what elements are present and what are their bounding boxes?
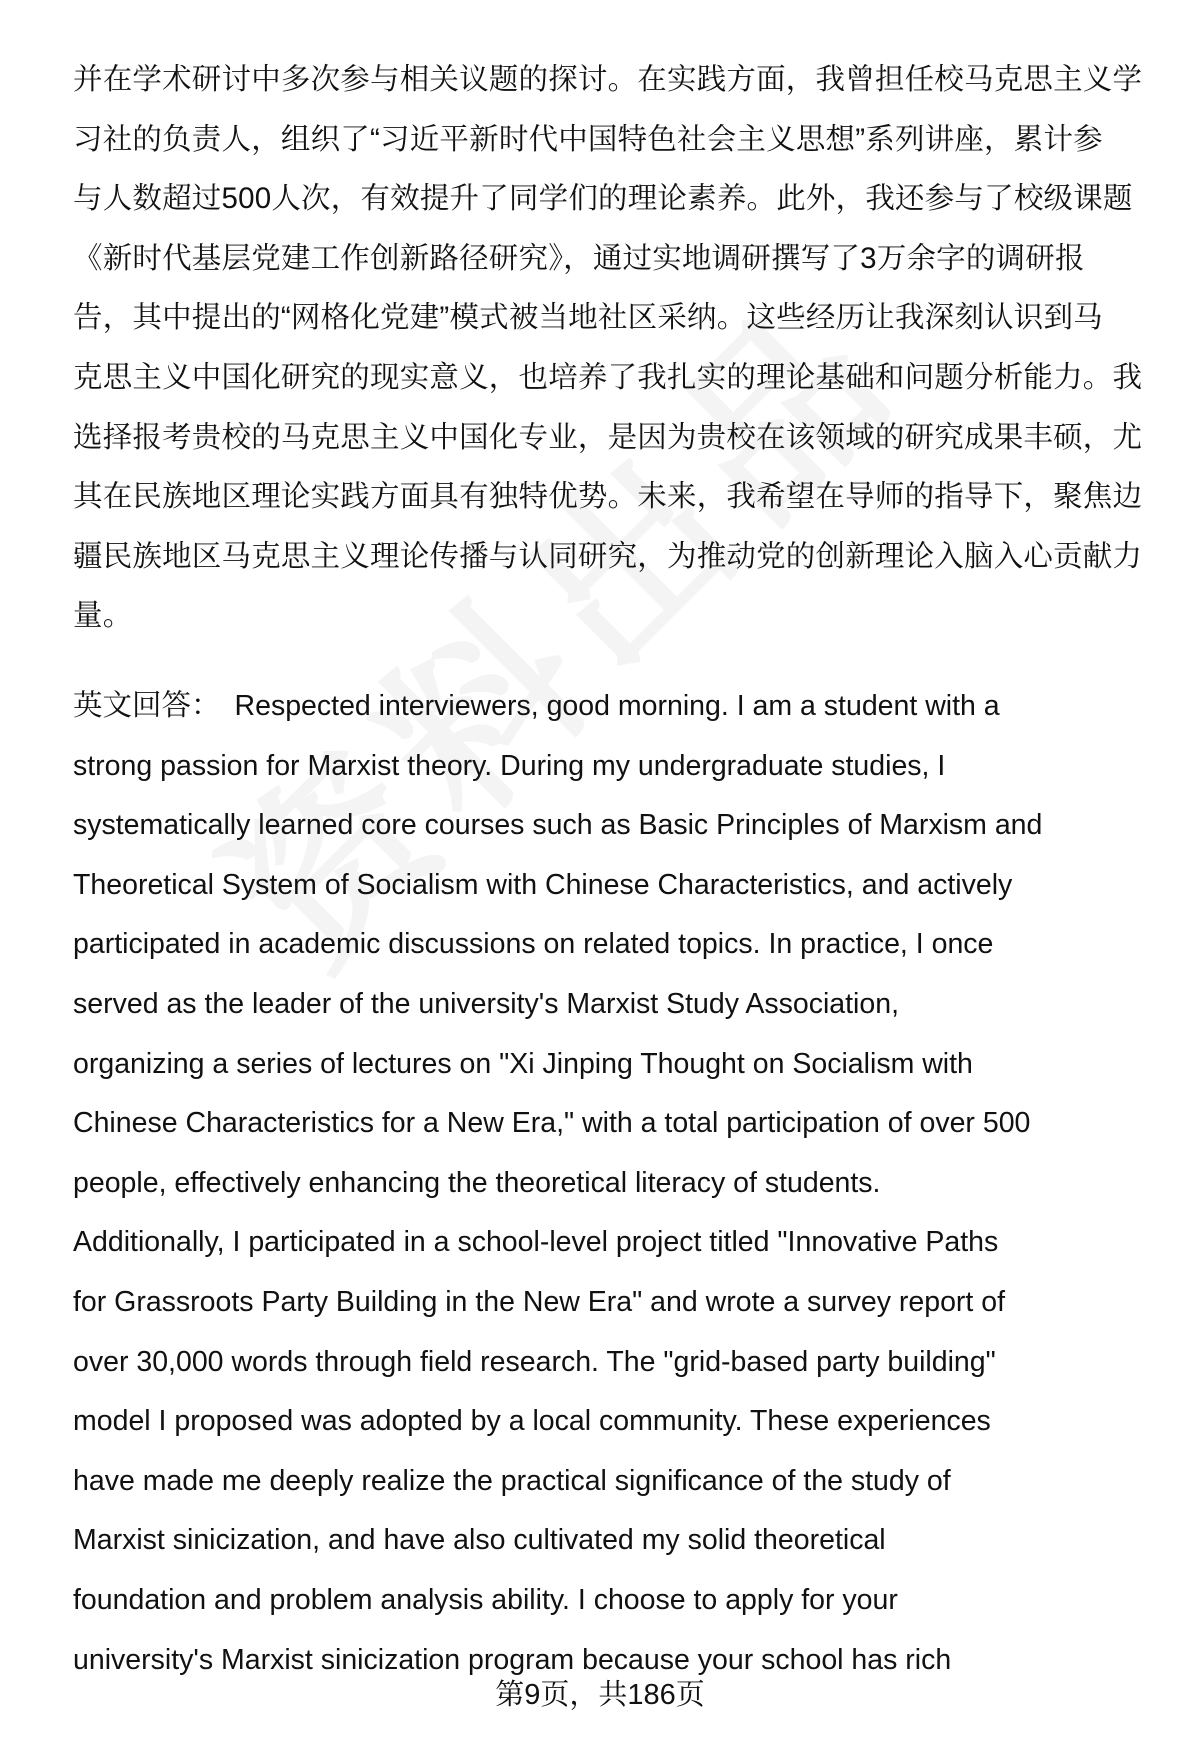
chinese-answer-line: 并在学术研讨中多次参与相关议题的探讨。在实践方面，我曾担任校马克思主义学	[73, 63, 1143, 96]
english-answer-line: over 30,000 words through field research. The "grid-based party building"	[73, 1345, 996, 1378]
english-answer-line: foundation and problem analysis ability. I choose to apply for your	[73, 1584, 898, 1616]
chinese-answer-line: 告，其中提出的“网格化党建”模式被当地社区采纳。这些经历让我深刻认识到马	[73, 301, 1103, 335]
english-answer-line: strong passion for Marxist theory. During my undergraduate studies, I	[73, 749, 946, 782]
english-answer-line: participated in academic discussions on related topics. In practice, I once	[73, 928, 994, 961]
chinese-answer-line: 量。	[73, 599, 133, 633]
chinese-answer-line: 《新时代基层党建工作创新路径研究》，通过实地调研撰写了3万余字的调研报	[73, 241, 1085, 275]
chinese-answer-line: 疆民族地区马克思主义理论传播与认同研究，为推动党的创新理论入脑入心贡献力	[73, 539, 1143, 573]
english-answer-line: people, effectively enhancing the theoretical literacy of students.	[73, 1166, 881, 1199]
english-answer-line: have made me deeply realize the practical significance of the study of	[73, 1464, 951, 1497]
english-answer-line: systematically learned core courses such as Basic Principles of Marxism and	[73, 809, 1043, 842]
english-answer-label: 英文回答：	[73, 689, 221, 722]
english-answer-line: Marxist sinicization, and have also cultivated my solid theoretical	[73, 1524, 886, 1557]
english-answer-line: model I proposed was adopted by a local community. These experiences	[73, 1405, 991, 1438]
chinese-answer-line: 克思主义中国化研究的现实意义，也培养了我扎实的理论基础和问题分析能力。我	[73, 361, 1143, 394]
english-answer-line: Theoretical System of Socialism with Chinese Characteristics, and actively	[73, 868, 1013, 901]
chinese-answer-line: 选择报考贵校的马克思主义中国化专业，是因为贵校在该领域的研究成果丰硕，尤	[73, 420, 1143, 454]
english-answer-line: Chinese Characteristics for a New Era," with a total participation of over 500	[73, 1107, 1031, 1140]
english-answer-line	[73, 688, 1000, 724]
english-answer-line: Additionally, I participated in a school-level project titled "Innovative Paths	[73, 1226, 999, 1259]
chinese-answer-line: 习社的负责人，组织了“习近平新时代中国特色社会主义思想”系列讲座，累计参	[73, 122, 1103, 156]
page-number-footer: 第9页，共186页	[495, 1679, 705, 1711]
english-answer-line: for Grassroots Party Building in the New Era" and wrote a survey report of	[73, 1286, 1006, 1318]
english-answer-line: served as the leader of the university's Marxist Study Association,	[73, 988, 899, 1020]
english-answer-line: university's Marxist sinicization program because your school has rich	[73, 1643, 952, 1676]
english-answer-text: Respected interviewers, good morning. I am a student with a	[234, 690, 1000, 722]
english-answer-line: organizing a series of lectures on "Xi Jinping Thought on Socialism with	[73, 1047, 973, 1080]
chinese-answer-line: 其在民族地区理论实践方面具有独特优势。未来，我希望在导师的指导下，聚焦边	[73, 480, 1143, 514]
chinese-answer-line: 与人数超过500人次，有效提升了同学们的理论素养。此外，我还参与了校级课题	[73, 182, 1133, 216]
